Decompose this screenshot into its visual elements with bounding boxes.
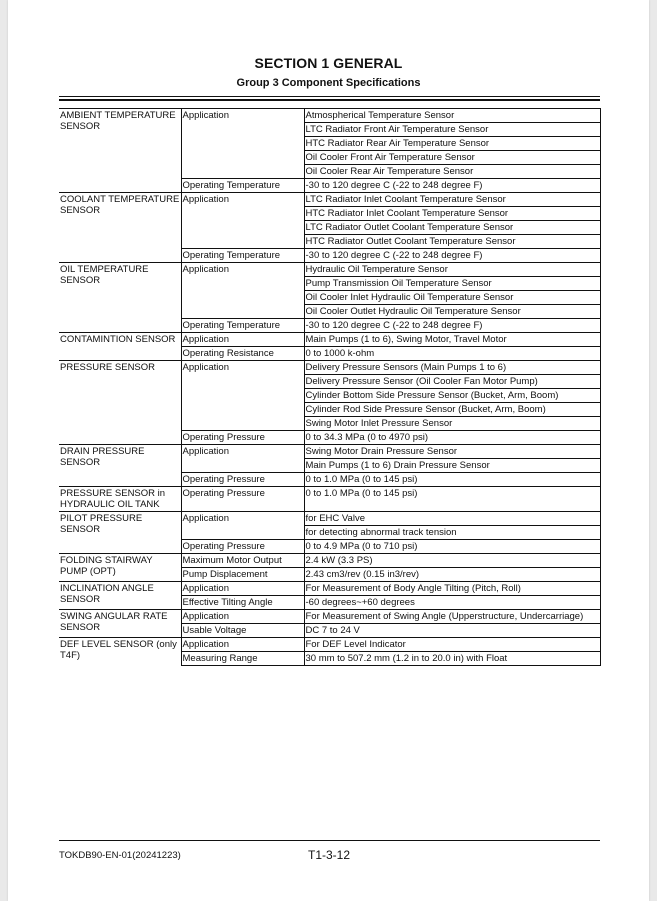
spec-value: Swing Motor Inlet Pressure Sensor <box>304 417 600 431</box>
spec-value: Hydraulic Oil Temperature Sensor <box>304 263 600 277</box>
spec-value: 0 to 34.3 MPa (0 to 4970 psi) <box>304 431 600 445</box>
spec-value: HTC Radiator Inlet Coolant Temperature Sensor <box>304 207 600 221</box>
spec-label: Operating Temperature <box>181 179 304 193</box>
spec-value: -30 to 120 degree C (-22 to 248 degree F) <box>304 179 600 193</box>
component-name: FOLDING STAIRWAY PUMP (OPT) <box>59 554 181 582</box>
component-name: DEF LEVEL SENSOR (only T4F) <box>59 638 181 666</box>
spec-label: Operating Pressure <box>181 431 304 445</box>
spec-value: Swing Motor Drain Pressure Sensor <box>304 445 600 459</box>
spec-value: DC 7 to 24 V <box>304 624 600 638</box>
spec-value: Atmospherical Temperature Sensor <box>304 109 600 123</box>
spec-value: 2.43 cm3/rev (0.15 in3/rev) <box>304 568 600 582</box>
table-row <box>59 610 600 624</box>
component-name: PRESSURE SENSOR <box>59 361 181 445</box>
header-rule <box>59 96 600 97</box>
component-name: INCLINATION ANGLE SENSOR <box>59 582 181 610</box>
spec-value: for detecting abnormal track tension <box>304 526 600 540</box>
spec-value: Pump Transmission Oil Temperature Sensor <box>304 277 600 291</box>
spec-value: Main Pumps (1 to 6), Swing Motor, Travel Motor <box>304 333 600 347</box>
spec-label: Application <box>181 445 304 473</box>
header-rule-thick <box>59 99 600 101</box>
table-row <box>59 445 600 459</box>
spec-label: Application <box>181 193 304 249</box>
spec-label: Operating Pressure <box>181 487 304 512</box>
spec-value: Main Pumps (1 to 6) Drain Pressure Sensor <box>304 459 600 473</box>
table-row <box>59 582 600 596</box>
spec-value: For Measurement of Swing Angle (Upperstructure, Undercarriage) <box>304 610 600 624</box>
spec-value: 0 to 1.0 MPa (0 to 145 psi) <box>304 487 600 512</box>
footer-rule <box>59 840 600 841</box>
spec-label: Application <box>181 512 304 540</box>
spec-value: LTC Radiator Inlet Coolant Temperature Sensor <box>304 193 600 207</box>
table-row <box>59 487 600 512</box>
spec-label: Application <box>181 582 304 596</box>
component-name: OIL TEMPERATURE SENSOR <box>59 263 181 333</box>
table-row <box>59 554 600 568</box>
spec-value: HTC Radiator Rear Air Temperature Sensor <box>304 137 600 151</box>
table-row <box>59 638 600 652</box>
spec-value: 0 to 4.9 MPa (0 to 710 psi) <box>304 540 600 554</box>
document-page <box>8 0 649 901</box>
table-row <box>59 333 600 347</box>
group-title: Group 3 Component Specifications <box>236 77 421 89</box>
component-name: CONTAMINTION SENSOR <box>59 333 181 361</box>
spec-value: Delivery Pressure Sensor (Oil Cooler Fan Motor Pump) <box>304 375 600 389</box>
spec-value: -30 to 120 degree C (-22 to 248 degree F) <box>304 249 600 263</box>
spec-label: Pump Displacement <box>181 568 304 582</box>
page-number: T1-3-12 <box>308 848 351 862</box>
spec-value: For Measurement of Body Angle Tilting (Pitch, Roll) <box>304 582 600 596</box>
spec-value: 0 to 1000 k-ohm <box>304 347 600 361</box>
spec-value: Cylinder Rod Side Pressure Sensor (Bucket, Arm, Boom) <box>304 403 600 417</box>
component-name: COOLANT TEMPERATURE SENSOR <box>59 193 181 263</box>
component-name: DRAIN PRESSURE SENSOR <box>59 445 181 487</box>
table-row <box>59 263 600 277</box>
spec-value: -30 to 120 degree C (-22 to 248 degree F) <box>304 319 600 333</box>
spec-value: Oil Cooler Rear Air Temperature Sensor <box>304 165 600 179</box>
spec-label: Maximum Motor Output <box>181 554 304 568</box>
spec-value: -60 degrees~+60 degrees <box>304 596 600 610</box>
spec-label: Application <box>181 263 304 319</box>
spec-value: LTC Radiator Outlet Coolant Temperature Sensor <box>304 221 600 235</box>
spec-value: Oil Cooler Front Air Temperature Sensor <box>304 151 600 165</box>
table-row <box>59 193 600 207</box>
spec-label: Operating Resistance <box>181 347 304 361</box>
spec-value: for EHC Valve <box>304 512 600 526</box>
spec-value: Oil Cooler Inlet Hydraulic Oil Temperature Sensor <box>304 291 600 305</box>
component-name: PRESSURE SENSOR in HYDRAULIC OIL TANK <box>59 487 181 512</box>
table-row <box>59 512 600 526</box>
component-name: SWING ANGULAR RATE SENSOR <box>59 610 181 638</box>
component-name: PILOT PRESSURE SENSOR <box>59 512 181 554</box>
spec-label: Effective Tilting Angle <box>181 596 304 610</box>
spec-label: Operating Temperature <box>181 319 304 333</box>
spec-label: Application <box>181 610 304 624</box>
spec-table-body <box>59 109 600 666</box>
spec-value: 0 to 1.0 MPa (0 to 145 psi) <box>304 473 600 487</box>
spec-label: Application <box>181 109 304 179</box>
component-name: AMBIENT TEMPERATURE SENSOR <box>59 109 181 193</box>
spec-value: 30 mm to 507.2 mm (1.2 in to 20.0 in) with Float <box>304 652 600 666</box>
spec-label: Application <box>181 638 304 652</box>
spec-label: Operating Temperature <box>181 249 304 263</box>
spec-value: Delivery Pressure Sensors (Main Pumps 1 to 6) <box>304 361 600 375</box>
section-title: SECTION 1 GENERAL <box>254 55 403 71</box>
document-code: TOKDB90-EN-01(20241223) <box>59 850 181 861</box>
spec-value: Oil Cooler Outlet Hydraulic Oil Temperature Sensor <box>304 305 600 319</box>
table-row <box>59 109 600 123</box>
spec-value: HTC Radiator Outlet Coolant Temperature Sensor <box>304 235 600 249</box>
spec-label: Operating Pressure <box>181 473 304 487</box>
spec-value: 2.4 kW (3.3 PS) <box>304 554 600 568</box>
spec-label: Measuring Range <box>181 652 304 666</box>
spec-label: Application <box>181 361 304 431</box>
spec-value: LTC Radiator Front Air Temperature Sensor <box>304 123 600 137</box>
spec-value: For DEF Level Indicator <box>304 638 600 652</box>
spec-label: Application <box>181 333 304 347</box>
spec-label: Operating Pressure <box>181 540 304 554</box>
table-row <box>59 361 600 375</box>
component-specifications-table <box>59 108 601 666</box>
spec-label: Usable Voltage <box>181 624 304 638</box>
spec-value: Cylinder Bottom Side Pressure Sensor (Bucket, Arm, Boom) <box>304 389 600 403</box>
